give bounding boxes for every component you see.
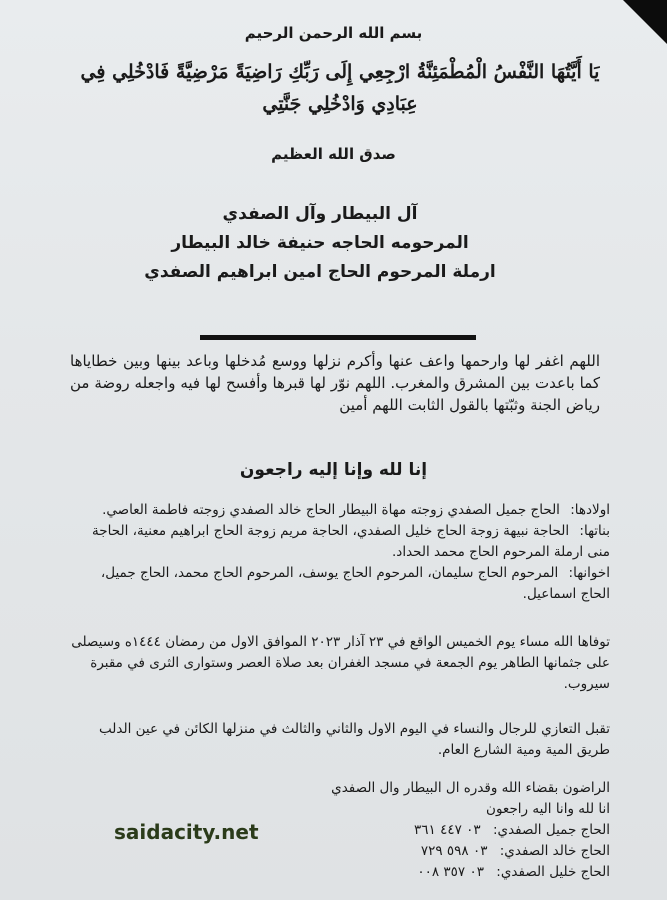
relatives-label: اخوانها: [568, 565, 610, 581]
closing-block [330, 778, 610, 883]
contact-phone: ٠٣ ٤٤٧ ٣٦١ [414, 822, 481, 838]
prayer-paragraph: اللهم اغفر لها وارحمها واعف عنها وأكرم نزلها ووسع مُدخلها وباعد بينها وبين خطاياها كما باعدت بين المشرق والمغرب. اللهم نوّر لها قبرها وأفسح لها فيه واجعله روضة من رياض الجنة وثبّتها بالقول الثابت اللهم أمين [70, 352, 600, 414]
relatives-row-daughters [70, 521, 610, 563]
closing-line: الراضون بقضاء الله وقدره ال البيطار وال الصفدي [331, 780, 610, 796]
widow-of-line: ارملة المرحوم الحاج امين ابراهيم الصفدي [144, 262, 496, 282]
watermark: saidacity.net [114, 820, 259, 844]
relatives-list [70, 500, 610, 605]
relatives-row-sons [70, 500, 610, 521]
closing-line: انا لله وانا اليه راجعون [486, 801, 610, 817]
relatives-row-brothers [70, 563, 610, 605]
contact-name: الحاج خالد الصفدي: [499, 843, 610, 859]
death-notice: توفاها الله مساء يوم الخميس الواقع في ٢٣ آذار ٢٠٢٣ الموافق الاول من رمضان ١٤٤٤ه وسيصلى على جثمانها الطاهر يوم الجمعة في مسجد الغفران بعد صلاة العصر وستوارى الثرى في مقبرة سيروب. [71, 634, 610, 692]
basmala: بسم الله الرحمن الرحيم [244, 24, 423, 42]
relatives-text: الحاجة نبيهة زوجة الحاج خليل الصفدي، الحاجة مريم زوجة الحاج ابراهيم معنية، الحاجة منى ارملة المرحوم الحاج محمد الحداد. [92, 523, 610, 560]
relatives-label: بناتها: [579, 523, 610, 539]
families-line: آل البيطار وآل الصفدي [222, 204, 418, 224]
contact-row [330, 820, 610, 841]
contact-name: الحاج خليل الصفدي: [496, 864, 610, 880]
contact-phone: ٠٣ ٣٥٧ ٠٠٨ [417, 864, 484, 880]
relatives-text: الحاج جميل الصفدي زوجته مهاة البيطار الحاج خالد الصفدي زوجته فاطمة العاصي. [102, 502, 560, 518]
contact-row [330, 841, 610, 862]
contact-row [330, 862, 610, 883]
contact-name: الحاج جميل الصفدي: [492, 822, 610, 838]
quran-verse: يَا أَيَّتُهَا النَّفْسُ الْمُطْمَئِنَّةُ ارْجِعِي إِلَى رَبِّكِ رَاضِيَةً مَرْضِيَّةً فَادْخُلِي فِي عِبَادِي وَادْخُلِي جَنَّتِي [80, 61, 600, 115]
sadaq-allah: صدق الله العظيم [271, 145, 396, 163]
contact-phone: ٠٣ ٥٩٨ ٧٢٩ [420, 843, 488, 859]
families-block [40, 200, 600, 287]
deceased-name: المرحومه الحاجه حنيفة خالد البيطار [171, 233, 469, 253]
inna-lillah: إنا لله وإنا إليه راجعون [239, 460, 428, 480]
divider [200, 335, 476, 340]
relatives-label: اولادها: [570, 502, 610, 518]
condolence-notice: تقبل التعازي للرجال والنساء في اليوم الاول والثاني والثالث في منزلها الكائن في عين الدلب طريق المية ومية الشارع العام. [99, 721, 610, 758]
relatives-text: المرحوم الحاج سليمان، المرحوم الحاج يوسف، المرحوم الحاج محمد، الحاج جميل، الحاج اسماعيل. [100, 565, 610, 602]
